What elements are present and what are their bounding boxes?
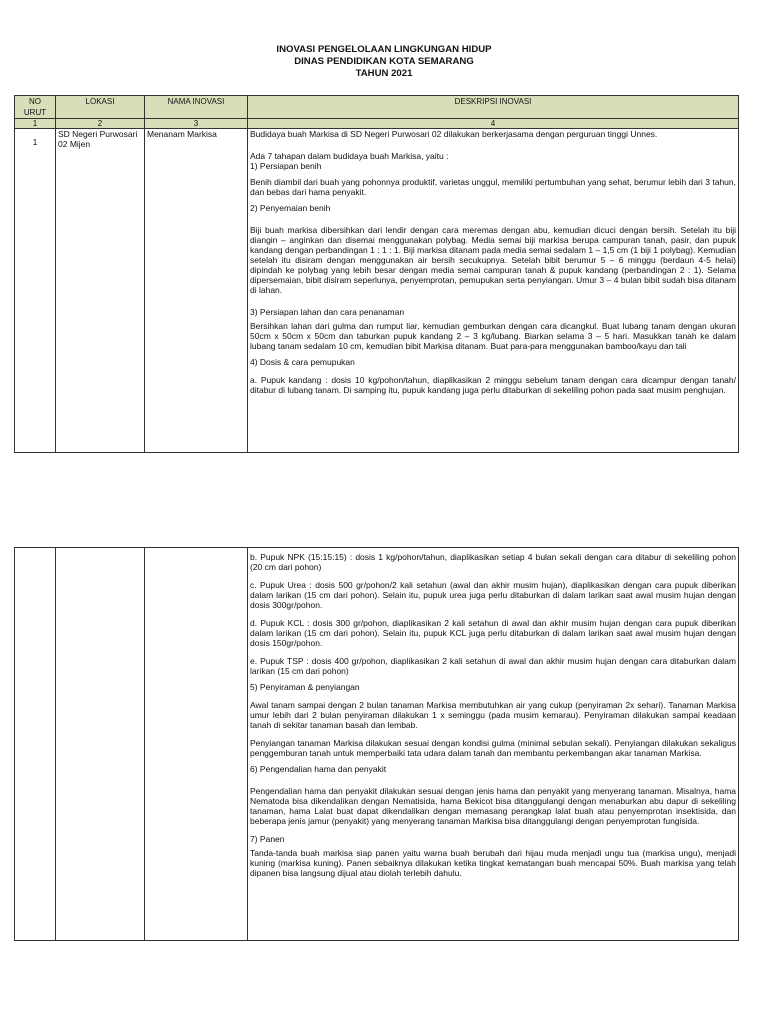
intro-paragraph: Budidaya buah Markisa di SD Negeri Purwosari 02 dilakukan berkerjasama dengan perguruan tinggi Unnes.	[250, 129, 658, 139]
step-7-title: 7) Panen	[250, 834, 285, 844]
step-4a-text: a. Pupuk kandang : dosis 10 kg/pohon/tahun, diaplikasikan 2 minggu sebelum tanam dengan cara dicampur dengan tanah/ ditabur di lubang tanam. Di samping itu, pupuk kandang juga perlu ditaburkan di sekeliling pohon pada saat musim penghujan.	[250, 375, 736, 395]
step-2-text: Biji buah markisa dibersihkan dari lendir dengan cara meremas dengan abu, kemudian dicuci dengan bersih. Setelah itu biji diangin – anginkan dan disemai menggunakan polybag. Media semai biji markisa berupa campuran tanah, pasir, dan pupuk kandang dengan perbandingan 1 : 1 : 1. Biji markisa ditanam pada media semai sedalam 1 – 1,5 cm (1 biji 1 polybag). Kemudian setelah itu disiram dengan menggunakan air bersih secukupnya. Setelah bibit berumur 5 – 6 minggu (berdaun 4-5 helai) dipindah ke polybag yang lebih besar dengan media semai campuran tanah & pupuk kandang (perbandingan 2 : 1). Selama dipersemaian, bibit disiram seperlunya, penyemprotan, pemupukan serta penyiangan. Umur 3 – 4 bulan bibit sudah bisa ditanam di lahan.	[250, 225, 736, 295]
tahapan-intro: Ada 7 tahapan dalam budidaya buah Markisa, yaitu :	[250, 151, 449, 161]
header-nama-inovasi: NAMA INOVASI	[145, 96, 248, 119]
step-4d-text: d. Pupuk KCL : dosis 300 gr/pohon, diaplikasikan 2 kali setahun di awal dan akhir musim hujan dengan cara pupuk diberikan dalam larikan (15 cm dari pohon). Selain itu, pupuk KCL juga perlu ditaburkan di dalam larikan saat awal musim hujan dengan dosis 150gr/pohon.	[250, 618, 736, 648]
column-number-2: 2	[56, 119, 145, 129]
title-line-3: TAHUN 2021	[355, 68, 413, 79]
column-number-4: 4	[248, 119, 739, 129]
step-4-title: 4) Dosis & cara pemupukan	[250, 357, 355, 367]
title-line-2: DINAS PENDIDIKAN KOTA SEMARANG	[294, 56, 474, 67]
row-number-empty	[15, 548, 56, 941]
table-row	[15, 129, 739, 453]
step-3-text: Bersihkan lahan dari gulma dan rumput liar, kemudian gemburkan dengan cara dicangkul. Buat lubang tanam dengan ukuran 50cm x 50cm x 50cm dan taburkan pupuk kandang 2 – 3 kg/lubang. Biarkan selama 3 – 5 hari. Masukkan tanah ke dalam lubang tanam sedalam 10 cm, kemudian bibit Markisa ditanam. Buat para-para menggunakan bamboo/kayu dan tali	[250, 321, 736, 351]
innovation-table-page-2	[14, 547, 739, 941]
step-7-text: Tanda-tanda buah markisa siap panen yaitu warna buah berubah dari hijau muda menjadi ungu tua (markisa ungu), menjadi kuning (markisa kuning). Panen sebaiknya dilakukan ketika tingkat kematangan buah mencapai 50%. Buah markisa yang telah dipanen bisa langsung dijual atau diolah terlebih dahulu.	[250, 848, 736, 878]
step-5-title: 5) Penyiraman & penyiangan	[250, 682, 360, 692]
step-5-text-2: Penyiangan tanaman Markisa dilakukan sesuai dengan kondisi gulma (minimal sebulan sekali). Penyiangan dilakukan sekaligus penggemburan tanah untuk memperbaiki tata udara dalam tanah dan membantu perkembangan akar tanaman Markisa.	[250, 738, 736, 758]
step-4c-text: c. Pupuk Urea : dosis 500 gr/pohon/2 kali setahun (awal dan akhir musim hujan), diaplikasikan dengan cara pupuk diberikan dalam larikan (15 cm dari pohon). Selain itu, pupuk urea juga perlu ditaburkan di dalam larikan saat awal musim hujan dengan dosis 300gr/pohon.	[250, 580, 736, 610]
row-lokasi-empty	[56, 548, 145, 941]
row-nama-empty	[145, 548, 248, 941]
header-no-urut: NO URUT	[15, 96, 56, 119]
step-1-title: 1) Persiapan benih	[250, 161, 322, 171]
innovation-table-page-1	[14, 95, 739, 453]
column-number-3: 3	[145, 119, 248, 129]
step-4b-text: b. Pupuk NPK (15:15:15) : dosis 1 kg/pohon/tahun, diaplikasikan setiap 4 bulan sekali dengan cara ditabur di sekeliling pohon (20 cm dari pohon)	[250, 552, 736, 572]
row-nama-inovasi: Menanam Markisa	[145, 129, 248, 453]
step-1-text: Benih diambil dari buah yang pohonnya produktif, varietas unggul, memiliki pertumbuhan yang sehat, berumur lebih dari 3 tahun, dan bebas dari hama penyakit.	[250, 177, 736, 197]
step-4e-text: e. Pupuk TSP : dosis 400 gr/pohon, diaplikasikan 2 kali setahun di awal dan akhir musim hujan dengan cara ditaburkan dalam larikan (15 cm dari pohon)	[250, 656, 736, 676]
title-line-1: INOVASI PENGELOLAAN LINGKUNGAN HIDUP	[276, 44, 492, 55]
row-number: 1	[15, 129, 56, 453]
step-6-text: Pengendalian hama dan penyakit dilakukan sesuai dengan jenis hama dan penyakit yang menyerang tanaman. Misalnya, hama Nematoda bisa dikendalikan dengan Nematisida, hama Bekicot bisa ditanggulangi dengan menaburkan abu dapur di sekeliling tanaman, hama Lalat buat dapat dikendalikan dengan memasang perangkap lalat buah atau penyemprotan insektisida, dan beberapa jenis jamur (penyakit) yang menyerang tanaman Markisa bisa ditanggulangi dengan penyemprotan fungisida.	[250, 786, 736, 826]
row-deskripsi	[248, 129, 739, 453]
row-deskripsi-continued	[248, 548, 739, 941]
table-row	[15, 548, 739, 941]
header-deskripsi-inovasi: DESKRIPSI INOVASI	[248, 96, 739, 119]
step-3-title: 3) Persiapan lahan dan cara penanaman	[250, 307, 405, 317]
column-number-row	[15, 119, 739, 129]
document-title	[0, 44, 768, 80]
table-header-row	[15, 96, 739, 119]
header-lokasi: LOKASI	[56, 96, 145, 119]
column-number-1: 1	[15, 119, 56, 129]
step-6-title: 6) Pengendalian hama dan penyakit	[250, 764, 387, 774]
row-lokasi: SD Negeri Purwosari 02 Mijen	[56, 129, 145, 453]
step-2-title: 2) Penyemaian benih	[250, 203, 331, 213]
step-5-text-1: Awal tanam sampai dengan 2 bulan tanaman Markisa membutuhkan air yang cukup (penyiraman 2x sehari). Tanaman Markisa umur lebih dari 2 bulan penyiraman dilakukan 1 x seminggu (pada musim kemarau). Penyiraman dilakukan sampai keadaan tanah di sekitar tanaman basah dan lembab.	[250, 700, 736, 730]
